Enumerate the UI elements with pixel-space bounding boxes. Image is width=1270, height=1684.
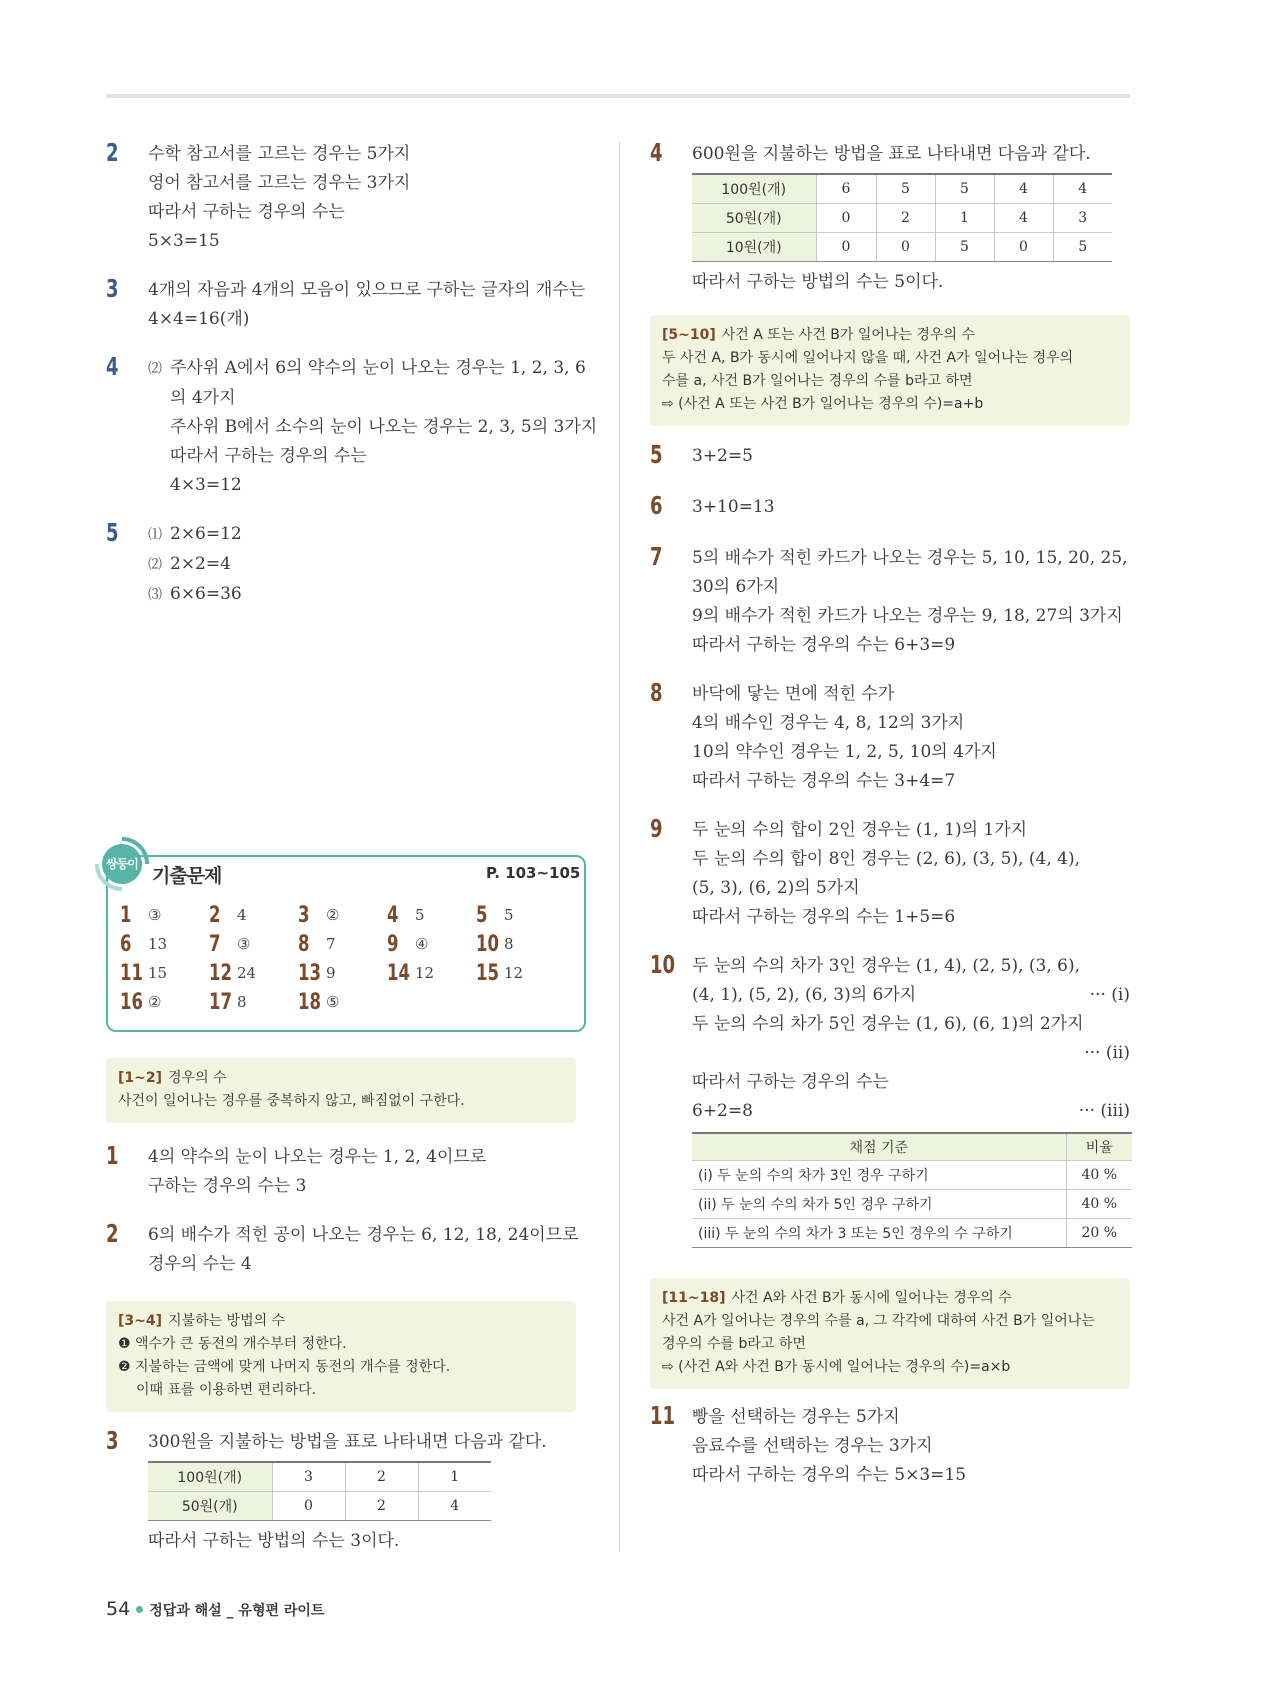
text-line: (4, 1), (5, 2), (6, 3)의 6가지 bbox=[692, 984, 917, 1005]
answer-item: 14 12 bbox=[387, 961, 435, 986]
text-line: 9의 배수가 적힌 카드가 나오는 경우는 9, 18, 27의 3가지 bbox=[692, 605, 1123, 626]
answer-item: 12 24 bbox=[209, 961, 257, 986]
text-line: 따라서 구하는 방법의 수는 3이다. bbox=[148, 1530, 400, 1551]
tip-line: 두 사건 A, B가 동시에 일어나지 않을 때, 사건 A가 일어나는 경우의 bbox=[662, 349, 1074, 366]
text-line: 6×6=36 bbox=[170, 584, 242, 604]
table-cell: 6 bbox=[816, 174, 876, 203]
problem-number: 7 bbox=[650, 541, 663, 571]
table-row bbox=[692, 1161, 1132, 1190]
text-line: 4×3=12 bbox=[170, 475, 242, 495]
answer-row bbox=[120, 932, 580, 961]
table-cell: (i) 두 눈의 수의 차가 3인 경우 구하기 bbox=[692, 1161, 1066, 1190]
text-line: 두 눈의 수의 차가 3인 경우는 (1, 4), (2, 5), (3, 6), bbox=[692, 955, 1081, 976]
text-line: 4의 배수인 경우는 4, 8, 12의 3가지 bbox=[692, 712, 965, 733]
sub-marker: ⑴ bbox=[148, 527, 162, 543]
sub-marker: ⑵ bbox=[148, 361, 162, 377]
text-line: 5×3=15 bbox=[148, 231, 220, 251]
table-row bbox=[148, 1491, 491, 1520]
text-line: 6의 배수가 적힌 공이 나오는 경우는 6, 12, 18, 24이므로 bbox=[148, 1225, 579, 1245]
answer-item: 17 8 bbox=[209, 990, 247, 1015]
tip-tag: [5~10] bbox=[662, 326, 716, 343]
tip-title: 지불하는 방법의 수 bbox=[168, 1313, 286, 1329]
tip-title: 사건 A와 사건 B가 동시에 일어나는 경우의 수 bbox=[731, 1290, 1012, 1306]
answer-item: 5 5 bbox=[476, 903, 514, 928]
text-line: 3+2=5 bbox=[692, 445, 753, 466]
tip-box-3-4 bbox=[106, 1301, 576, 1412]
problem-number: 4 bbox=[106, 352, 119, 381]
text-line: 따라서 구하는 경우의 수는 bbox=[692, 1071, 889, 1092]
problem-11 bbox=[650, 1403, 1130, 1490]
table-cell: 1 bbox=[935, 203, 994, 232]
tip-line: ⇨ (사건 A와 사건 B가 동시에 일어나는 경우의 수)=a×b bbox=[662, 1359, 1011, 1375]
table-row bbox=[692, 203, 1112, 232]
text-line: 두 눈의 수의 합이 8인 경우는 (2, 6), (3, 5), (4, 4), bbox=[692, 848, 1081, 869]
answer-item: 9 ④ bbox=[387, 932, 429, 957]
text-line: 4개의 자음과 4개의 모음이 있으므로 구하는 글자의 개수는 bbox=[148, 280, 586, 300]
text-line: 따라서 구하는 경우의 수는 3+4=7 bbox=[692, 770, 956, 791]
tip-line: 사건 A가 일어나는 경우의 수를 a, 그 각각에 대하여 사건 B가 일어나는 bbox=[662, 1313, 1095, 1329]
answer-item: 11 15 bbox=[120, 961, 168, 986]
table-cell: 20 % bbox=[1066, 1219, 1132, 1248]
table-cell: 5 bbox=[935, 174, 994, 203]
table-cell: 0 bbox=[272, 1491, 345, 1520]
text-line: 300원을 지불하는 방법을 표로 나타내면 다음과 같다. bbox=[148, 1432, 547, 1452]
table-cell: 0 bbox=[994, 232, 1053, 261]
answer-item: 3 ② bbox=[298, 903, 340, 928]
answer-item: 8 7 bbox=[298, 932, 336, 957]
text-line: 2×6=12 bbox=[170, 524, 242, 544]
tip-box-11-18 bbox=[650, 1278, 1130, 1389]
table-cell: 5 bbox=[935, 232, 994, 261]
problem-number: 10 bbox=[650, 949, 676, 979]
coin-table-600 bbox=[692, 173, 1112, 262]
text-line: 따라서 구하는 경우의 수는 bbox=[170, 446, 367, 466]
text-line: 두 눈의 수의 합이 2인 경우는 (1, 1)의 1가지 bbox=[692, 819, 1028, 840]
table-cell: 2 bbox=[345, 1462, 418, 1491]
text-line: 빵을 선택하는 경우는 5가지 bbox=[692, 1407, 900, 1427]
step-marker: ··· (iii) bbox=[1078, 1100, 1130, 1121]
left-column-lower bbox=[106, 1058, 579, 1556]
text-line: 의 4가지 bbox=[170, 388, 236, 408]
footer-title: 정답과 해설 _ 유형편 라이트 bbox=[149, 1603, 325, 1619]
table-cell: 100원(개) bbox=[148, 1462, 272, 1491]
text-line: 두 눈의 수의 차가 5인 경우는 (1, 6), (6, 1)의 2가지 bbox=[692, 1013, 1084, 1034]
text-line: 5의 배수가 적힌 카드가 나오는 경우는 5, 10, 15, 20, 25, bbox=[692, 547, 1128, 568]
table-cell: 10원(개) bbox=[692, 232, 816, 261]
page-number: 54 bbox=[106, 1598, 131, 1620]
table-cell: 50원(개) bbox=[148, 1491, 272, 1520]
coin-table-300 bbox=[148, 1461, 491, 1521]
problem-number: 3 bbox=[106, 1426, 119, 1455]
text-line: (5, 3), (6, 2)의 5가지 bbox=[692, 877, 860, 898]
table-cell: 0 bbox=[876, 232, 935, 261]
answer-item: 4 5 bbox=[387, 903, 425, 928]
table-cell: 3 bbox=[272, 1462, 345, 1491]
problem-10 bbox=[650, 949, 1130, 1249]
table-cell: 4 bbox=[418, 1491, 491, 1520]
text-line: 3+10=13 bbox=[692, 496, 775, 517]
answer-row bbox=[120, 961, 580, 990]
text-line: 구하는 경우의 수는 3 bbox=[148, 1176, 307, 1196]
problem-4b bbox=[650, 140, 1130, 297]
table-cell: 40 % bbox=[1066, 1190, 1132, 1219]
table-cell: 4 bbox=[994, 174, 1053, 203]
tip-box-1-2 bbox=[106, 1058, 576, 1123]
table-cell: 4 bbox=[1053, 174, 1112, 203]
answer-key-pages: P. 103~105 bbox=[486, 864, 581, 882]
tip-line: ❶ 액수가 큰 동전의 개수부터 정한다. bbox=[118, 1336, 347, 1352]
text-line: 음료수를 선택하는 경우는 3가지 bbox=[692, 1436, 933, 1456]
text-line: 주사위 B에서 소수의 눈이 나오는 경우는 2, 3, 5의 3가지 bbox=[170, 417, 598, 437]
table-cell: 5 bbox=[1053, 232, 1112, 261]
problem-number: 11 bbox=[650, 1401, 676, 1430]
table-cell: 5 bbox=[876, 174, 935, 203]
table-row bbox=[692, 232, 1112, 261]
problem-number: 5 bbox=[650, 439, 663, 469]
answer-key-title: 기출문제 bbox=[152, 865, 222, 887]
tip-line: ⇨ (사건 A 또는 사건 B가 일어나는 경우의 수)=a+b bbox=[662, 395, 984, 412]
text-line: 10의 약수인 경우는 1, 2, 5, 10의 4가지 bbox=[692, 741, 997, 762]
table-header: 비율 bbox=[1066, 1133, 1132, 1161]
problem-number: 9 bbox=[650, 813, 663, 843]
problem-7 bbox=[650, 541, 1130, 660]
text-line: 따라서 구하는 경우의 수는 5×3=15 bbox=[692, 1465, 967, 1485]
answer-row bbox=[120, 990, 580, 1019]
problem-1 bbox=[106, 1143, 576, 1201]
table-row bbox=[692, 1219, 1132, 1248]
problem-5 bbox=[106, 520, 576, 610]
tip-title: 경우의 수 bbox=[168, 1070, 227, 1086]
text-line: 수학 참고서를 고르는 경우는 5가지 bbox=[148, 144, 411, 164]
answer-item: 2 4 bbox=[209, 903, 247, 928]
table-cell: 100원(개) bbox=[692, 174, 816, 203]
tip-line: 경우의 수를 b라고 하면 bbox=[662, 1336, 806, 1352]
answer-row bbox=[120, 903, 580, 932]
table-cell: 50원(개) bbox=[692, 203, 816, 232]
table-row bbox=[692, 174, 1112, 203]
problem-3 bbox=[106, 274, 586, 334]
text-line: 바닥에 닿는 면에 적힌 수가 bbox=[692, 683, 895, 704]
table-row bbox=[148, 1462, 491, 1491]
text-line: 4×4=16(개) bbox=[148, 309, 250, 329]
problem-number: 2 bbox=[106, 1219, 119, 1248]
text-line: 6+2=8 bbox=[692, 1100, 753, 1121]
tip-line: 이때 표를 이용하면 편리하다. bbox=[136, 1382, 317, 1398]
tip-tag: [11~18] bbox=[662, 1290, 726, 1306]
problem-number: 2 bbox=[106, 138, 119, 167]
table-cell: 1 bbox=[418, 1462, 491, 1491]
column-divider bbox=[619, 142, 620, 1552]
tip-tag: [3~4] bbox=[118, 1313, 163, 1329]
text-line: 2×2=4 bbox=[170, 554, 231, 574]
tip-line: 수를 a, 사건 B가 일어나는 경우의 수를 b라고 하면 bbox=[662, 372, 973, 389]
text-line: 따라서 구하는 경우의 수는 bbox=[148, 202, 345, 222]
table-row bbox=[692, 1133, 1132, 1161]
step-marker: ··· (ii) bbox=[1084, 1042, 1130, 1063]
answer-item: 16 ② bbox=[120, 990, 162, 1015]
page-footer bbox=[106, 1598, 324, 1620]
table-cell: (iii) 두 눈의 수의 차가 3 또는 5인 경우의 수 구하기 bbox=[692, 1219, 1066, 1248]
answer-item: 18 ⑤ bbox=[298, 990, 340, 1015]
answer-item: 10 8 bbox=[476, 932, 514, 957]
tip-line: ❷ 지불하는 금액에 맞게 나머지 동전의 개수를 정한다. bbox=[118, 1359, 451, 1375]
table-cell: (ii) 두 눈의 수의 차가 5인 경우 구하기 bbox=[692, 1190, 1066, 1219]
table-cell: 4 bbox=[994, 203, 1053, 232]
text-line: 30의 6가지 bbox=[692, 576, 780, 597]
table-cell: 2 bbox=[345, 1491, 418, 1520]
problem-8 bbox=[650, 677, 1130, 796]
problem-6 bbox=[650, 490, 1130, 522]
tip-tag: [1~2] bbox=[118, 1070, 163, 1086]
answer-grid bbox=[120, 903, 580, 1019]
sub-marker: ⑵ bbox=[148, 557, 162, 573]
table-cell: 40 % bbox=[1066, 1161, 1132, 1190]
top-rule bbox=[106, 94, 1130, 98]
answer-item: 7 ③ bbox=[209, 932, 251, 957]
problem-number: 6 bbox=[650, 490, 663, 520]
tip-title: 사건 A 또는 사건 B가 일어나는 경우의 수 bbox=[721, 326, 975, 343]
problem-number: 3 bbox=[106, 274, 119, 303]
text-line: 따라서 구하는 경우의 수는 6+3=9 bbox=[692, 634, 956, 655]
left-column bbox=[106, 138, 598, 610]
answer-item: 13 9 bbox=[298, 961, 336, 986]
text-line: 4의 약수의 눈이 나오는 경우는 1, 2, 4이므로 bbox=[148, 1147, 487, 1167]
problem-number: 8 bbox=[650, 677, 663, 707]
table-header: 채점 기준 bbox=[692, 1133, 1066, 1161]
problem-5b bbox=[650, 439, 1130, 471]
text-line: 따라서 구하는 방법의 수는 5이다. bbox=[692, 271, 944, 292]
table-cell: 2 bbox=[876, 203, 935, 232]
problem-2b bbox=[106, 1219, 579, 1279]
text-line: 경우의 수는 4 bbox=[148, 1254, 252, 1274]
sub-marker: ⑶ bbox=[148, 587, 162, 603]
problem-3b bbox=[106, 1428, 576, 1556]
problem-number: 4 bbox=[650, 138, 663, 167]
table-row bbox=[692, 1190, 1132, 1219]
answer-badge-label: 쌍둥이 bbox=[106, 857, 138, 871]
text-line: 주사위 A에서 6의 약수의 눈이 나오는 경우는 1, 2, 3, 6 bbox=[170, 358, 586, 378]
answer-item: 15 12 bbox=[476, 961, 524, 986]
problem-4 bbox=[106, 352, 598, 500]
grading-table bbox=[692, 1132, 1132, 1249]
step-marker: ··· (i) bbox=[1089, 984, 1130, 1005]
tip-line: 사건이 일어나는 경우를 중복하지 않고, 빠짐없이 구한다. bbox=[118, 1093, 465, 1109]
table-cell: 0 bbox=[816, 232, 876, 261]
problem-number: 5 bbox=[106, 518, 119, 547]
problem-number: 1 bbox=[106, 1141, 119, 1170]
text-line: 영어 참고서를 고르는 경우는 3가지 bbox=[148, 173, 411, 193]
answer-item: 6 13 bbox=[120, 932, 168, 957]
table-cell: 0 bbox=[816, 203, 876, 232]
problem-2 bbox=[106, 140, 576, 256]
problem-9 bbox=[650, 813, 1130, 932]
answer-item: 1 ③ bbox=[120, 903, 162, 928]
table-cell: 3 bbox=[1053, 203, 1112, 232]
right-column bbox=[650, 140, 1130, 1490]
text-line: 따라서 구하는 경우의 수는 1+5=6 bbox=[692, 906, 956, 927]
tip-box-5-10 bbox=[650, 315, 1130, 426]
bullet-dot-icon bbox=[136, 1606, 143, 1613]
text-line: 600원을 지불하는 방법을 표로 나타내면 다음과 같다. bbox=[692, 144, 1091, 164]
